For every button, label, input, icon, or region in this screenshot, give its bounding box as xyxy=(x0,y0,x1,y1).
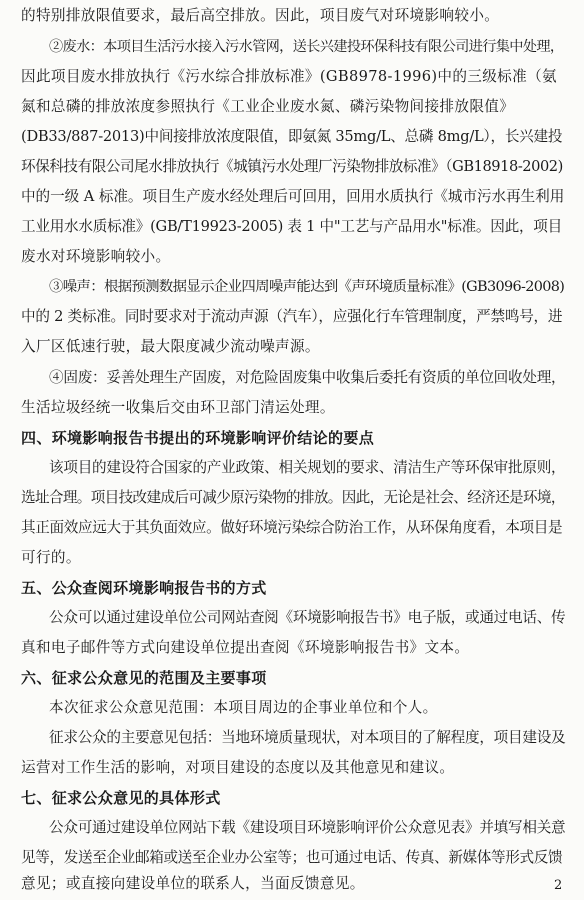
paragraph-line: 公众可以通过建设单位公司网站查阅《环境影响报告书》电子版，或通过电话、传 xyxy=(49,609,566,626)
paragraph-line: 氮和总磷的排放浓度参照执行《工业企业废水氮、磷污染物间接排放限值》 xyxy=(21,98,515,115)
paragraph-line: 其正面效应远大于其负面效应。做好环境污染综合防治工作，从环保角度看，本项目是 xyxy=(21,519,563,536)
paragraph-line: 生活垃圾经统一收集后交由环卫部门清运处理。 xyxy=(21,399,335,416)
section-heading: 五、公众查阅环境影响报告书的方式 xyxy=(21,579,267,597)
paragraph-line: 可行的。 xyxy=(21,549,81,566)
section-heading: 六、征求公众意见的范围及主要事项 xyxy=(21,669,267,687)
paragraph-line: 环保科技有限公司尾水排放执行《城镇污水处理厂污染物排放标准》（GB18918-2002) xyxy=(21,158,563,175)
paragraph-line: 真和电子邮件等方式向建设单位提出查阅《环境影响报告书》文本。 xyxy=(21,639,470,656)
paragraph-line: 选址合理。项目技改建成后可减少原污染物的排放。因此，无论是社会、经济还是环境， xyxy=(21,489,565,506)
paragraph-line: 该项目的建设符合国家的产业政策、相关规划的要求、清洁生产等环保审批原则， xyxy=(49,459,566,476)
page-number: 2 xyxy=(554,878,563,893)
paragraph-line: 因此项目废水排放执行《污水综合排放标准》(GB8978-1996)中的三级标准（氨 xyxy=(21,68,557,85)
section-heading: 七、征求公众意见的具体形式 xyxy=(21,789,221,807)
section-heading: 四、环境影响报告书提出的环境影响评价结论的要点 xyxy=(21,429,375,447)
paragraph-line: 本次征求公众意见范围：本项目周边的企事业单位和个人。 xyxy=(49,699,438,716)
paragraph-line: 征求公众的主要意见包括：当地环境质量现状，对本项目的了解程度，项目建设及 xyxy=(49,729,566,746)
paragraph-line: 废水对环境影响较小。 xyxy=(21,248,171,265)
paragraph-line: 中的一级 A 标准。项目生产废水经处理后可回用，回用水质执行《城市污水再生利用 xyxy=(21,188,565,205)
paragraph-line: 见等，发送至企业邮箱或送至企业办公室等；也可通过电话、传真、新媒体等形式反馈 xyxy=(21,849,563,866)
paragraph-line: 中的 2 类标准。同时要求对于流动声源（汽车），应强化行车管理制度，严禁鸣号，进 xyxy=(21,308,563,325)
paragraph-line: ③噪声：根据预测数据显示企业四周噪声能达到《声环境质量标准》(GB3096-2008) xyxy=(49,279,565,295)
paragraph-line: (DB33/887-2013)中间接排放浓度限值，即氨氮 35mg/L、总磷 8mg/L），长兴建投 xyxy=(21,128,563,145)
paragraph-line: ④固废：妥善处理生产固废，对危险固废集中收集后委托有资质的单位回收处理， xyxy=(49,369,566,386)
paragraph-line: 运营对工作生活的影响，对项目建设的态度以及其他意见和建议。 xyxy=(21,759,455,776)
paragraph-line: 的特别排放限值要求，最后高空排放。因此，项目废气对环境影响较小。 xyxy=(21,7,500,24)
paragraph-line: ②废水：本项目生活污水接入污水管网，送长兴建投环保科技有限公司进行集中处理， xyxy=(49,39,564,55)
paragraph-line: 入厂区低速行驶，最大限度减少流动噪声源。 xyxy=(21,338,320,355)
paragraph-line: 工业用水水质标准》(GB/T19923-2005) 表 1 中"工艺与产品用水"标准。因此，项目 xyxy=(21,218,562,235)
paragraph-line: 公众可通过建设单位网站下载《建设项目环境影响评价公众意见表》并填写相关意 xyxy=(49,819,566,836)
paragraph-line: 意见；或直接向建设单位的联系人，当面反馈意见。 xyxy=(21,875,365,892)
